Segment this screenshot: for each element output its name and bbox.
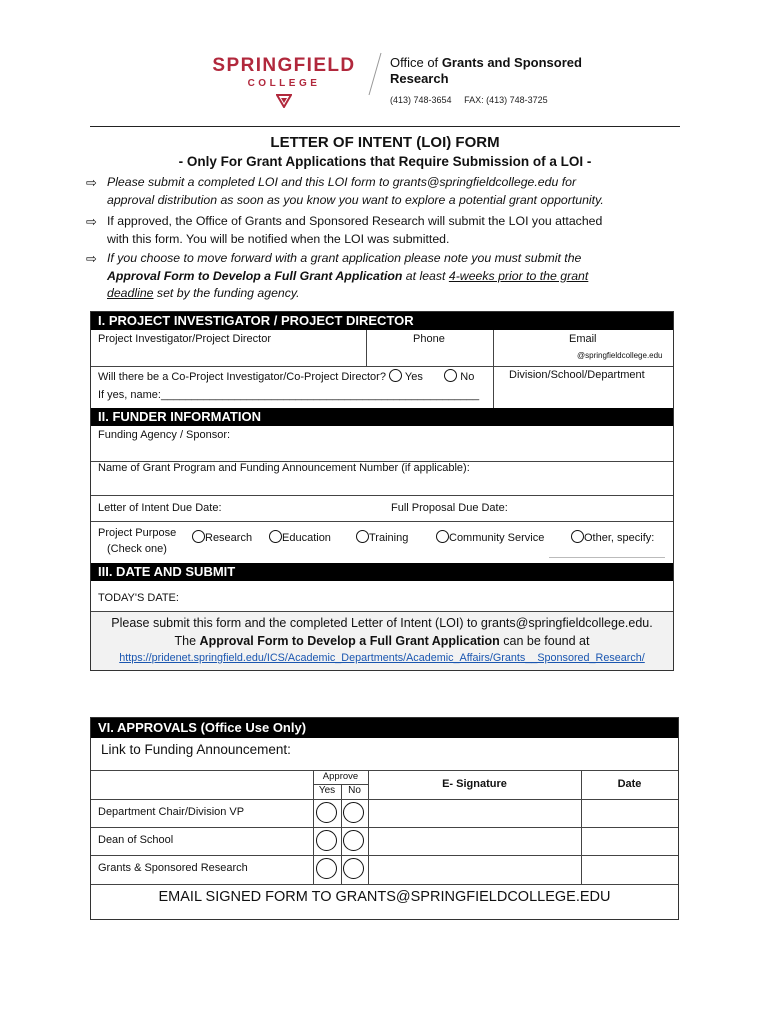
logo-wordmark: SPRINGFIELD	[212, 55, 356, 76]
office-name	[390, 55, 582, 87]
arrow-right-icon: ⇨	[86, 214, 97, 229]
submit-info-panel	[91, 612, 673, 670]
approval-row-grants: Grants & Sponsored Research	[98, 862, 248, 874]
phone-label: Phone	[413, 333, 445, 345]
four-weeks-underline: 4-weeks prior to the grant	[448, 268, 589, 283]
other-radio[interactable]	[571, 530, 584, 543]
grant-program-field[interactable]: Name of Grant Program and Funding Announcement Number (if applicable):	[98, 462, 470, 474]
office-prefix: Office of	[390, 55, 439, 70]
phone-number: (413) 748-3654	[390, 95, 452, 105]
form-subtitle: - Only For Grant Applications that Require Submission of a LOI -	[178, 154, 592, 169]
funding-agency-field[interactable]: Funding Agency / Sponsor:	[98, 429, 231, 441]
date-column-header: Date	[617, 778, 642, 790]
research-radio[interactable]	[192, 530, 205, 543]
logo-subtitle: COLLEGE	[247, 78, 321, 89]
copi-yes-label: Yes	[404, 371, 423, 383]
education-radio[interactable]	[269, 530, 282, 543]
grants-no-radio[interactable]	[343, 858, 364, 879]
instruction-3: ⇨ If you choose to move forward with a grant application please note you must submit the Approval Form to Develop a Full Grant Application at least 4-weeks prior to the grant deadline set by the funding agency.	[86, 250, 686, 303]
instruction-2	[86, 213, 686, 248]
copi-no-label: No	[460, 371, 475, 383]
instruction-1-line1: Please submit a completed LOI and this LOI form to grants@springfieldcollege.edu for	[107, 175, 577, 189]
office-line2: Research	[390, 71, 449, 86]
training-radio[interactable]	[356, 530, 369, 543]
approval-form-name: Approval Form to Develop a Full Grant Application	[107, 268, 403, 283]
no-column-header: No	[348, 785, 361, 796]
divider-slash	[368, 52, 382, 96]
signature-column-header: E- Signature	[442, 778, 507, 790]
copi-question: Will there be a Co-Project Investigator/Co-Project Director? Yes No	[98, 371, 475, 383]
instruction-1	[86, 174, 686, 209]
division-label: Division/School/Department	[509, 369, 645, 381]
email-signed-form-footer: EMAIL SIGNED FORM TO GRANTS@SPRINGFIELDCOLLEGE.EDU	[158, 889, 611, 905]
instruction-3-line1: If you choose to move forward with a grant application please note you must submit the	[107, 251, 582, 265]
contact-line	[390, 95, 548, 105]
purpose-option-research[interactable]: Research	[192, 530, 252, 544]
copi-no-radio[interactable]	[444, 369, 457, 382]
grants-yes-radio[interactable]	[316, 858, 337, 879]
purpose-option-education[interactable]: Education	[269, 530, 331, 544]
dean-no-radio[interactable]	[343, 830, 364, 851]
other-specify-line[interactable]	[549, 557, 665, 558]
approval-form-link[interactable]: https://pridenet.springfield.edu/ICS/Academic_Departments/Academic_Affairs/Grants__Sponsored_Research/	[119, 652, 645, 664]
arrow-right-icon: ⇨	[86, 175, 97, 190]
purpose-option-community[interactable]: Community Service	[436, 530, 544, 544]
copi-yes-radio[interactable]	[389, 369, 402, 382]
chair-yes-radio[interactable]	[316, 802, 337, 823]
section3-header: III. DATE AND SUBMIT	[91, 563, 673, 581]
triangle-logo-icon	[276, 94, 292, 108]
purpose-option-other[interactable]: Other, specify:	[571, 530, 654, 544]
email-label: Email	[569, 333, 597, 345]
section2-header: II. FUNDER INFORMATION	[91, 408, 673, 426]
approval-form-note: The Approval Form to Develop a Full Grant Application can be found at	[174, 634, 590, 648]
springfield-college-logo	[203, 56, 365, 89]
deadline-underline: deadline	[107, 286, 154, 300]
email-domain: @springfieldcollege.edu	[577, 351, 663, 360]
yes-column-header: Yes	[318, 785, 336, 796]
purpose-hint: (Check one)	[107, 543, 167, 555]
instruction-2-line1: If approved, the Office of Grants and Sponsored Research will submit the LOI you attached	[107, 214, 603, 228]
approve-column-header: Approve	[322, 771, 359, 782]
funding-link-field[interactable]: Link to Funding Announcement:	[101, 742, 291, 757]
main-form	[90, 311, 674, 671]
full-proposal-due-field[interactable]: Full Proposal Due Date:	[391, 502, 508, 514]
chair-no-radio[interactable]	[343, 802, 364, 823]
todays-date-field[interactable]: TODAY'S DATE:	[98, 592, 179, 604]
approval-row-chair: Department Chair/Division VP	[98, 806, 245, 818]
purpose-label: Project Purpose	[98, 527, 177, 539]
dean-yes-radio[interactable]	[316, 830, 337, 851]
office-bold: Grants and Sponsored	[441, 55, 582, 70]
pi-label: Project Investigator/Project Director	[98, 333, 272, 345]
instruction-2-line2: with this form. You will be notified when the LOI was submitted.	[107, 231, 450, 246]
header-rule	[90, 126, 680, 127]
arrow-right-icon: ⇨	[86, 251, 97, 266]
community-service-radio[interactable]	[436, 530, 449, 543]
approval-row-dean: Dean of School	[98, 834, 174, 846]
fax-number: FAX: (413) 748-3725	[464, 95, 548, 105]
form-title: LETTER OF INTENT (LOI) FORM	[270, 134, 500, 151]
submit-instruction: Please submit this form and the completed Letter of Intent (LOI) to grants@springfieldcollege.edu.	[111, 616, 653, 630]
approvals-table	[90, 717, 679, 920]
section1-header: I. PROJECT INVESTIGATOR / PROJECT DIRECTOR	[91, 312, 673, 330]
instruction-1-line2: approval distribution as soon as you know you want to explore a potential grant opportunity.	[107, 192, 604, 207]
loi-due-date-field[interactable]: Letter of Intent Due Date:	[98, 502, 222, 514]
copi-name-field[interactable]: If yes, name:____________________________________________________	[98, 389, 480, 401]
purpose-option-training[interactable]: Training	[356, 530, 408, 544]
approvals-header: VI. APPROVALS (Office Use Only)	[91, 718, 678, 738]
